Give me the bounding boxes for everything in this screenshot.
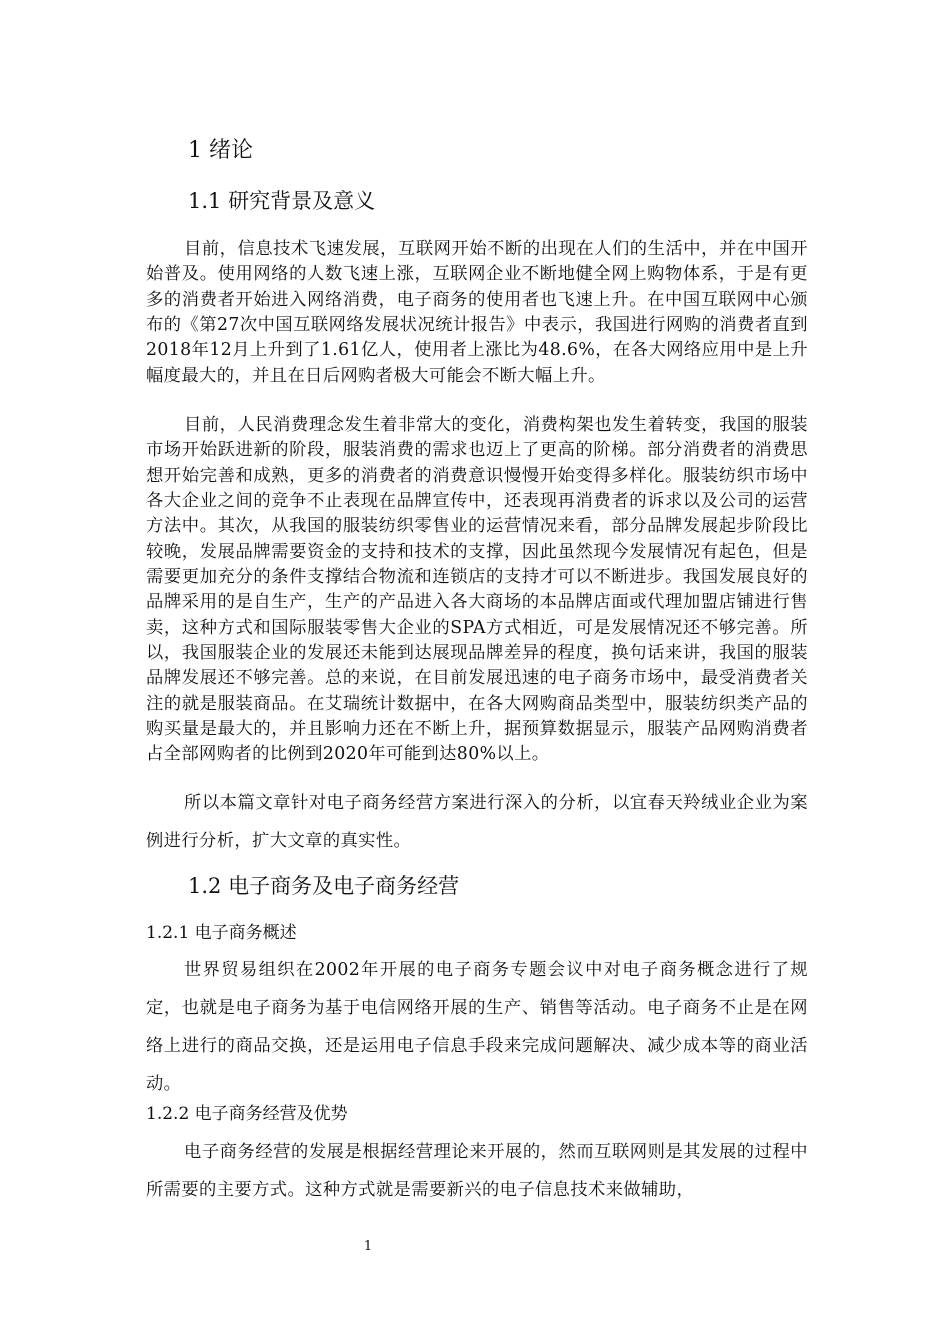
paragraph-ecommerce-operation: 电子商务经营的发展是根据经营理论来开展的，然而互联网则是其发展的过程中所需要的主要方式。这种方式就是需要新兴的电子信息技术来做辅助，	[146, 1142, 808, 1200]
page-number: 1	[363, 1239, 373, 1254]
paragraph-background-3: 所以本篇文章针对电子商务经营方案进行深入的分析，以宜春天羚绒业企业为案例进行分析，扩大文章的真实性。	[146, 793, 808, 851]
subsection-heading-1-2-2: 1.2.2 电子商务经营及优势	[146, 1104, 348, 1124]
section-heading-1-1: 1.1 研究背景及意义	[188, 189, 376, 213]
paragraph-background-1: 目前，信息技术飞速发展，互联网开始不断的出现在人们的生活中，并在中国开始普及。使用网络的人数飞速上涨，互联网企业不断地健全网上购物体系，于是有更多的消费者开始进入网络消费，电子商务的使用者也飞速上升。在中国互联网中心颁布的《第27次中国互联网络发展状况统计报告》中表示，我国进行网购的消费者直到2018年12月上升到了1.61亿人，使用者上涨比为48.6%，在各大网络应用中是上升幅度最大的，并且在日后网购者极大可能会不断大幅上升。	[146, 239, 808, 386]
subsection-heading-1-2-1: 1.2.1 电子商务概述	[146, 923, 297, 943]
section-heading-1-2: 1.2 电子商务及电子商务经营	[188, 874, 460, 898]
paragraph-background-2: 目前，人民消费理念发生着非常大的变化，消费构架也发生着转变，我国的服装市场开始跃进新的阶段，服装消费的需求也迈上了更高的阶梯。部分消费者的消费思想开始完善和成熟，更多的消费者的消费意识慢慢开始变得多样化。服装纺织市场中各大企业之间的竞争不止表现在品牌宣传中，还表现再消费者的诉求以及公司的运营方法中。其次，从我国的服装纺织零售业的运营情况来看，部分品牌发展起步阶段比较晚，发展品牌需要资金的支持和技术的支撑，因此虽然现今发展情况有起色，但是需要更加充分的条件支撑结合物流和连锁店的支持才可以不断进步。我国发展良好的品牌采用的是自生产，生产的产品进入各大商场的本品牌店面或代理加盟店铺进行售卖，这种方式和国际服装零售大企业的SPA方式相近，可是发展情况还不够完善。所以，我国服装企业的发展还未能到达展现品牌差异的程度，换句话来讲，我国的服装品牌发展还不够完善。总的来说，在目前发展迅速的电子商务市场中，最受消费者关注的就是服装商品。在艾瑞统计数据中，在各大网购商品类型中，服装纺织类产品的购买量是最大的，并且影响力还在不断上升，据预算数据显示，服装产品网购消费者占全部网购者的比例到2020年可能到达80%以上。	[146, 415, 808, 765]
paragraph-ecommerce-overview: 世界贸易组织在2002年开展的电子商务专题会议中对电子商务概念进行了规定，也就是电子商务为基于电信网络开展的生产、销售等活动。电子商务不止是在网络上进行的商品交换，还是运用电子信息手段来完成问题解决、减少成本等的商业活动。	[146, 960, 808, 1094]
chapter-heading: 1 绪论	[188, 138, 253, 163]
